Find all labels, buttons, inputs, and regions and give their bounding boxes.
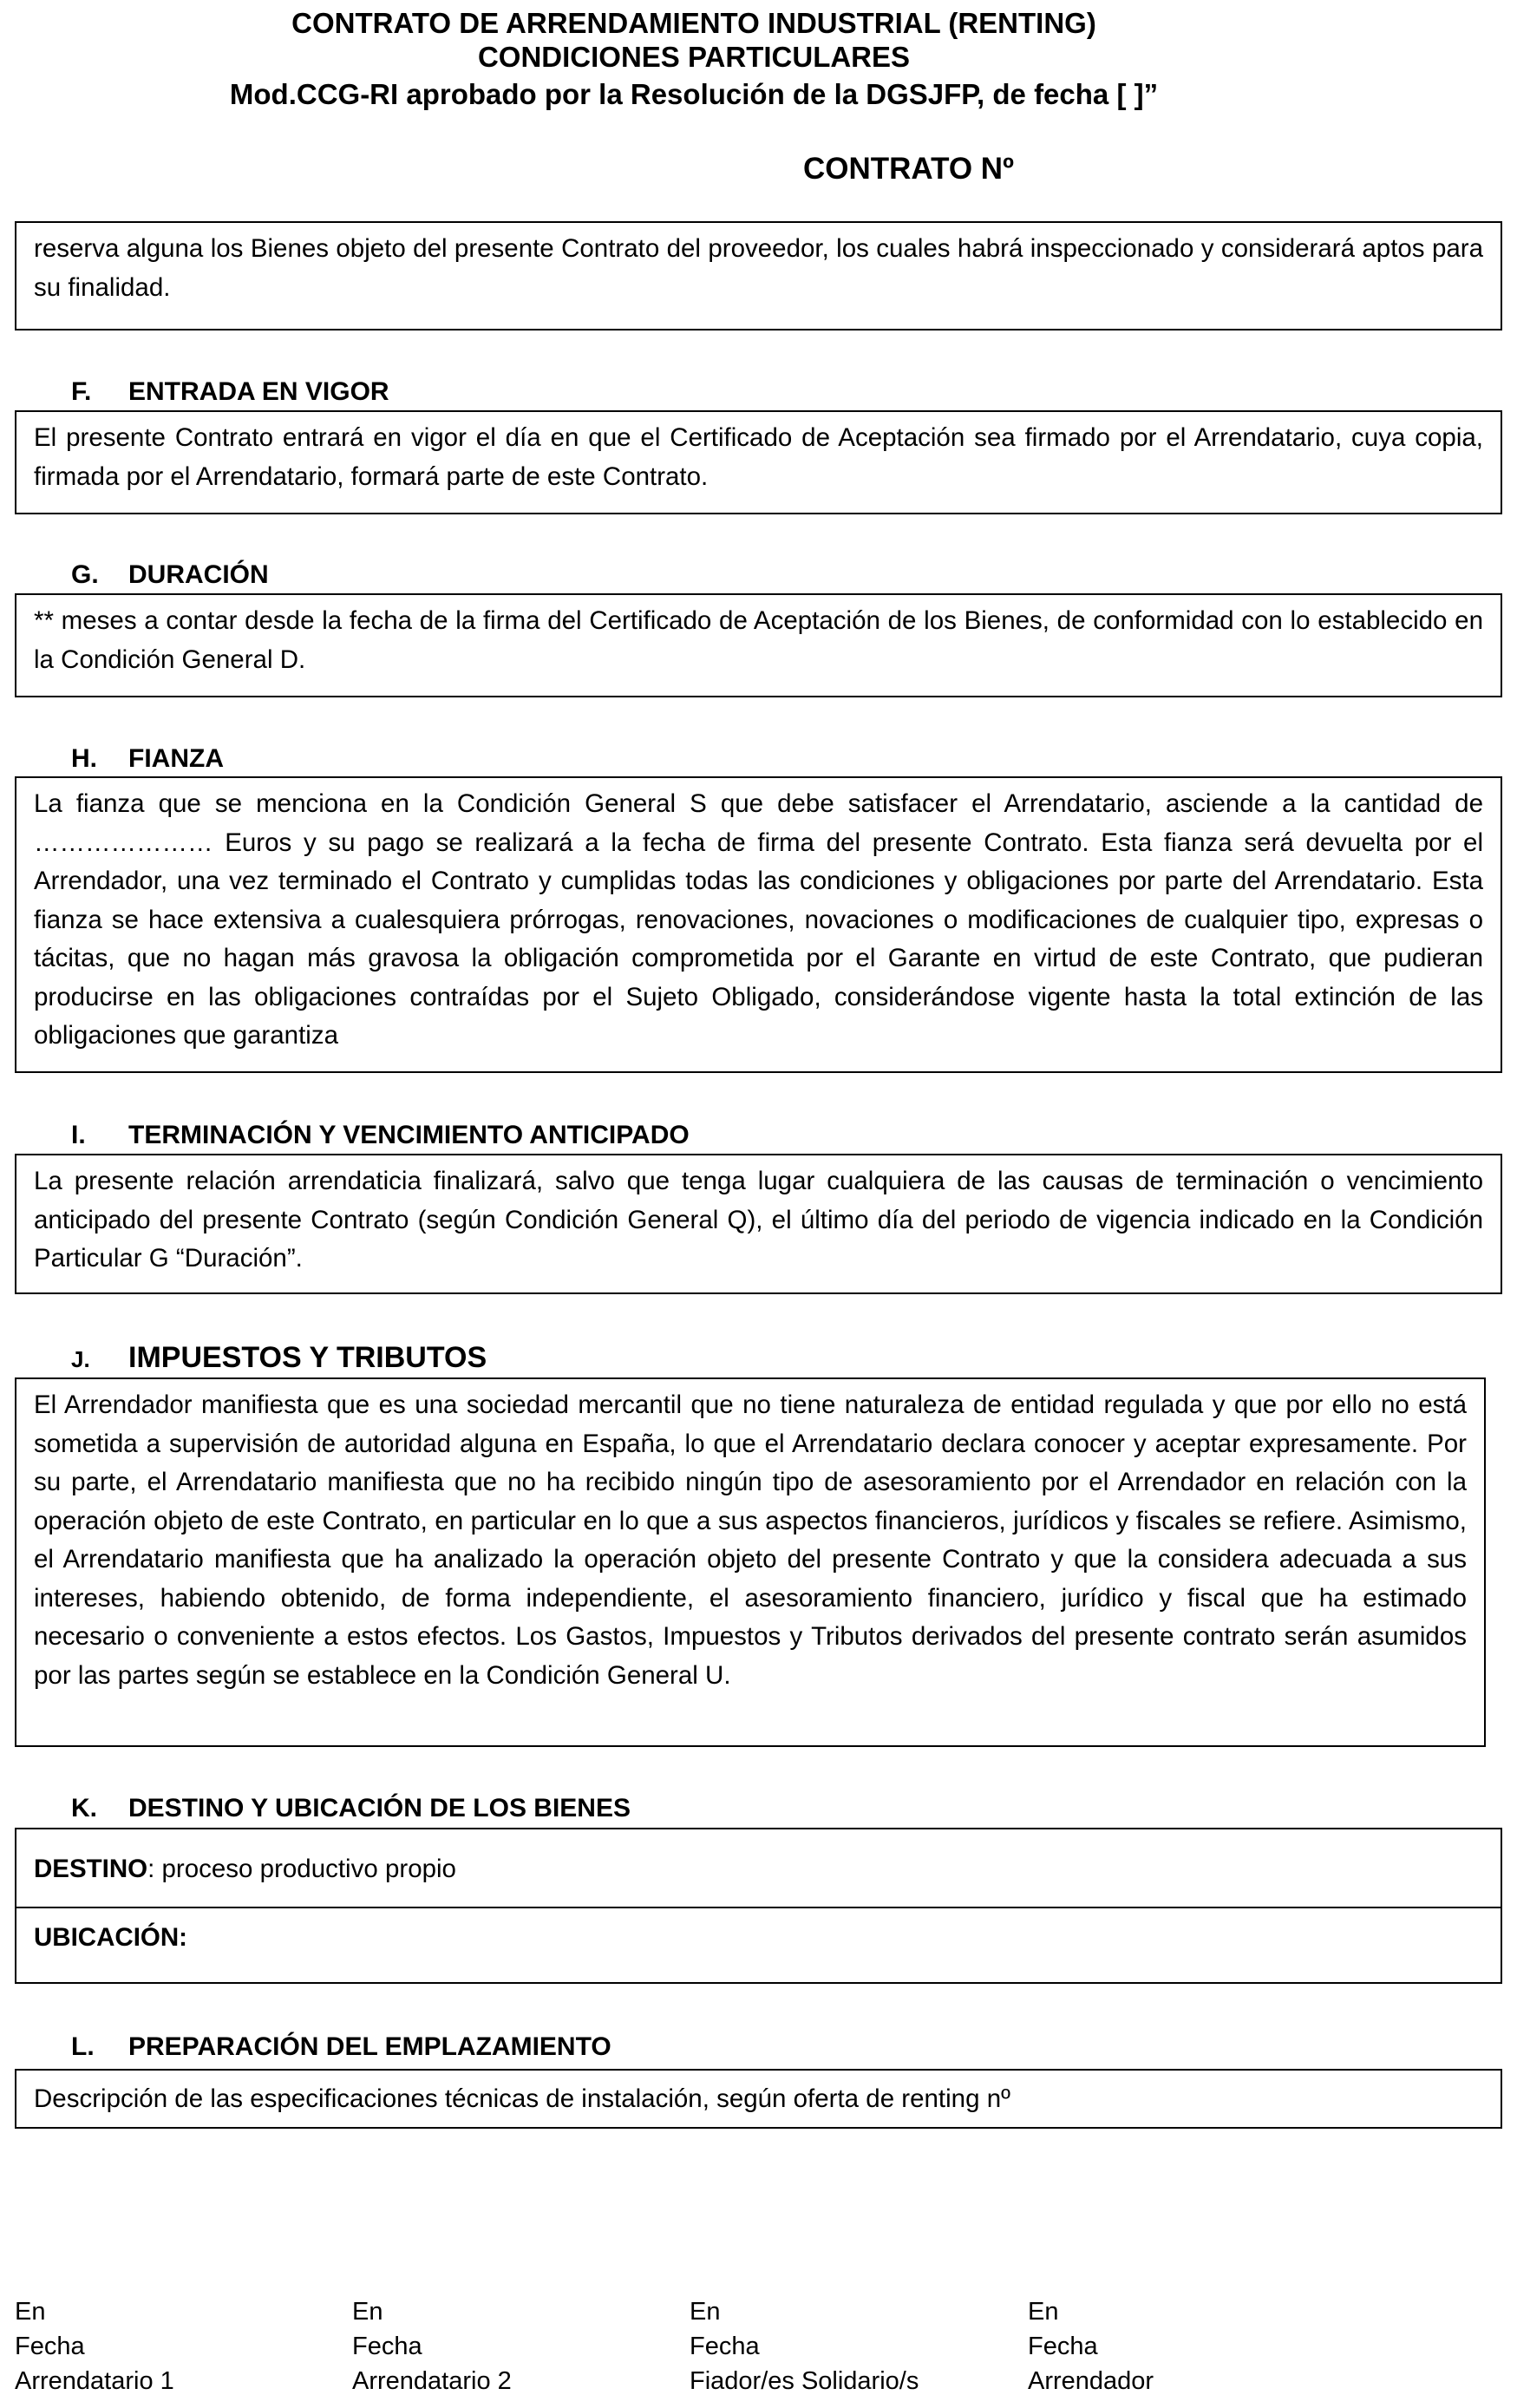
section-f-heading: ENTRADA EN VIGOR: [128, 377, 389, 406]
section-l-heading: PREPARACIÓN DEL EMPLAZAMIENTO: [128, 2032, 611, 2061]
section-h-text: La fianza que se menciona en la Condición General S que debe satisfacer el Arrendatario, asciende a la cantidad de ………………… Euros y su pago se realizará a la fecha de firma del presente Contrato. Esta fianza será devuelta por el Arrendador, una vez terminado el Contrato y cumplidas todas las condiciones y obligaciones por parte del Arrendatario. Esta fianza se hace extensiva a cualesquiera prórrogas, renovaciones, novaciones o modificaciones de cualquier tipo, expresas o tácitas, que no hagan más gravosa la obligación comprometida por el Garante en virtud de este Contrato, que pudieran producirse en las obligaciones contraídas por el Sujeto Obligado, considerándose vigente hasta la total extinción de las obligaciones que garantiza: [34, 789, 1483, 1050]
section-f-letter: F.: [71, 377, 92, 406]
signature-party: Arrendador: [1028, 2367, 1154, 2395]
section-l-box: [15, 2069, 1502, 2129]
header-title: CONTRATO DE ARRENDAMIENTO INDUSTRIAL (RENTING): [291, 7, 1096, 39]
section-i-box: [15, 1154, 1502, 1294]
section-g-box: [15, 593, 1502, 697]
signature-fecha: Fecha: [352, 2333, 422, 2360]
section-k-title: [71, 1791, 631, 1826]
ubicacion-row: [34, 1919, 187, 1958]
section-g-heading: DURACIÓN: [128, 560, 269, 589]
section-l-letter: L.: [71, 2032, 95, 2061]
signature-party: Arrendatario 2: [352, 2367, 512, 2395]
signature-block-fiador: [690, 2294, 919, 2398]
signature-block-arrendatario-1: [15, 2294, 174, 2398]
destino-value: : proceso productivo propio: [147, 1855, 456, 1883]
section-g-title: [71, 558, 269, 592]
section-g-text: ** meses a contar desde la fecha de la firma del Certificado de Aceptación de los Bienes, de conformidad con lo establecido en la Condición General D.: [34, 606, 1483, 674]
section-f-title: [71, 375, 389, 409]
signature-block-arrendador: [1028, 2294, 1154, 2398]
section-j-title: [71, 1340, 487, 1377]
destino-label: DESTINO: [34, 1855, 148, 1883]
signature-party: Arrendatario 1: [15, 2367, 174, 2395]
section-j-box: [15, 1377, 1486, 1747]
section-j-letter: J.: [71, 1346, 90, 1372]
signature-block-arrendatario-2: [352, 2294, 512, 2398]
section-i-heading: TERMINACIÓN Y VENCIMIENTO ANTICIPADO: [128, 1121, 690, 1149]
section-f-text: El presente Contrato entrará en vigor el día en que el Certificado de Aceptación sea firmado por el Arrendatario, cuya copia, firmada por el Arrendatario, formará parte de este Contrato.: [34, 423, 1483, 491]
signature-fecha: Fecha: [690, 2333, 760, 2360]
section-l-text: Descripción de las especificaciones técnicas de instalación, según oferta de renting nº: [34, 2084, 1010, 2113]
section-g-letter: G.: [71, 560, 99, 589]
section-h-box: [15, 776, 1502, 1073]
section-h-heading: FIANZA: [128, 744, 224, 773]
signature-fecha: Fecha: [15, 2333, 85, 2360]
signature-en: En: [352, 2298, 383, 2326]
signature-en: En: [15, 2298, 46, 2326]
section-i-letter: I.: [71, 1121, 86, 1149]
section-h-title: [71, 742, 224, 776]
section-j-text: El Arrendador manifiesta que es una sociedad mercantil que no tiene naturaleza de entidad regulada y que por ello no está sometida a supervisión de autoridad alguna en España, lo que el Arrendatario declara conocer y aceptar expresamente. Por su parte, el Arrendatario manifiesta que no ha recibido ningún tipo de asesoramiento por el Arrendador en relación con la operación objeto de este Contrato, en particular en lo que a sus aspectos financieros, jurídicos y fiscales se refiere. Asimismo, el Arrendatario manifiesta que ha analizado la operación objeto del presente Contrato y que la considera adecuada a sus intereses, habiendo obtenido, de forma independiente, el asesoramiento financiero, jurídico y fiscal que ha estimado necesario o conveniente a estos efectos. Los Gastos, Impuestos y Tributos derivados del presente contrato serán asumidos por las partes según se establece en la Condición General U.: [34, 1390, 1467, 1690]
contract-number-label: CONTRATO Nº: [803, 152, 1014, 186]
section-k-box: [15, 1828, 1502, 1984]
section-h-letter: H.: [71, 744, 97, 773]
signature-party: Fiador/es Solidario/s: [690, 2367, 919, 2395]
header-model-reference: Mod.CCG-RI aprobado por la Resolución de la DGSJFP, de fecha [ ]”: [229, 78, 1159, 110]
ubicacion-label: UBICACIÓN:: [34, 1923, 187, 1952]
section-i-title: [71, 1118, 690, 1153]
destino-row: [34, 1850, 456, 1889]
signature-en: En: [690, 2298, 721, 2326]
section-k-letter: K.: [71, 1794, 97, 1822]
continuation-text: reserva alguna los Bienes objeto del presente Contrato del proveedor, los cuales habrá inspeccionado y considerará aptos para su finalidad.: [34, 234, 1483, 302]
header-subtitle: CONDICIONES PARTICULARES: [477, 41, 911, 73]
section-i-text: La presente relación arrendaticia finalizará, salvo que tenga lugar cualquiera de las causas de terminación o vencimiento anticipado del presente Contrato (según Condición General Q), el último día del periodo de vigencia indicado en la Condición Particular G “Duración”.: [34, 1167, 1483, 1273]
section-l-title: [71, 2030, 611, 2064]
section-j-heading: IMPUESTOS Y TRIBUTOS: [128, 1341, 487, 1374]
signature-fecha: Fecha: [1028, 2333, 1098, 2360]
section-f-box: [15, 410, 1502, 514]
section-k-divider: [16, 1907, 1501, 1908]
signature-en: En: [1028, 2298, 1059, 2326]
continuation-box: [15, 221, 1502, 330]
section-k-heading: DESTINO Y UBICACIÓN DE LOS BIENES: [128, 1794, 631, 1822]
